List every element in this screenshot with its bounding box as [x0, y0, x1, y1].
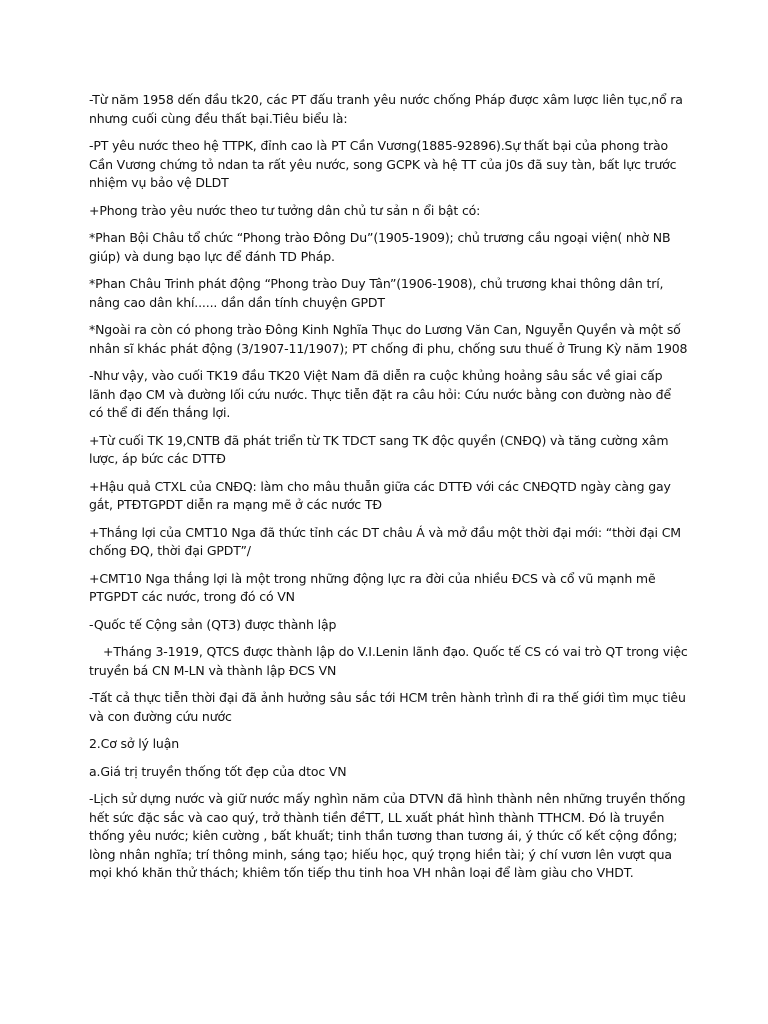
paragraph: +Thắng lợi của CMT10 Nga đã thức tỉnh các DT châu Á và mở đầu một thời đại mới: “thời đại CM chống ĐQ, thời đại GPDT”/	[89, 524, 681, 558]
paragraph: +Từ cuối TK 19,CNTB đã phát triển từ TK TDCT sang TK độc quyền (CNĐQ) và tăng cường xâm lược, áp bức các DTTĐ	[89, 432, 669, 466]
paragraph: *Phan Châu Trinh phát động “Phong trào Duy Tân”(1906-1908), chủ trương khai thông dân trí, nâng cao dân khí...... dần dần tính chuyện GPDT	[89, 276, 664, 310]
paragraph: +Hậu quả CTXL của CNĐQ: làm cho mâu thuẫn giữa các DTTĐ với các CNĐQTD ngày càng gay gắt, PTĐTGPDT diễn ra mạng mẽ ở các nước TĐ	[89, 478, 671, 512]
paragraph: -Từ năm 1958 dến đầu tk20, các PT đấu tranh yêu nước chống Pháp được xâm lược liên tục,nổ ra nhưng cuối cùng đều thất bại.Tiêu biểu là:	[89, 92, 683, 126]
paragraph: -Quốc tế Cộng sản (QT3) được thành lập	[89, 616, 337, 632]
paragraph: *Ngoài ra còn có phong trào Đông Kinh Nghĩa Thục do Lương Văn Can, Nguyễn Quyền và một số nhân sĩ khác phát động (3/1907-11/1907); PT chống đi phu, chống sưu thuế ở Trung Kỳ năm 1908	[89, 322, 688, 356]
paragraph: +Tháng 3-1919, QTCS được thành lập do V.I.Lenin lãnh đạo. Quốc tế CS có vai trò QT trong việc truyền bá CN M-LN và thành lập ĐCS VN	[89, 644, 688, 678]
paragraph: -Tất cả thực tiễn thời đại đã ảnh hưởng sâu sắc tới HCM trên hành trình đi ra thế giới tìm mục tiêu và con đường cứu nước	[89, 690, 686, 724]
paragraph: -Như vậy, vào cuối TK19 đầu TK20 Việt Nam đã diễn ra cuộc khủng hoảng sâu sắc về giai cấp lãnh đạo CM và đường lối cứu nước. Thực tiễn đặt ra câu hỏi: Cứu nước bằng con đường nào để có thể đi đến thắng lợi.	[89, 368, 672, 420]
paragraph: -Lịch sử dựng nước và giữ nước mấy nghìn năm của DTVN đã hình thành nên những truyền thống hết sức đặc sắc và cao quý, trở thành tiền đềTT, LL xuất phát hình thành TTHCM. Đó là truyền thống yêu nước; kiên cường , bất khuất; tinh thần tương than tương ái, ý thức cố kết cộng đồng; lòng nhân nghĩa; trí thông minh, sáng tạo; hiếu học, quý trọng hiền tài; ý chí vươn lên vượt qua mọi khó khăn thử thách; khiêm tốn tiếp thu tinh hoa VH nhân loại để làm giàu cho VHDT.	[89, 791, 686, 880]
paragraph: +Phong trào yêu nước theo tư tưởng dân chủ tư sản n ổi bật có:	[89, 202, 481, 218]
section-heading: 2.Cơ sở lý luận	[89, 736, 179, 751]
subsection-heading: a.Giá trị truyền thống tốt đẹp của dtoc VN	[89, 763, 347, 779]
paragraph: +CMT10 Nga thắng lợi là một trong những động lực ra đời của nhiều ĐCS và cổ vũ mạnh mẽ PTGPDT các nước, trong đó có VN	[89, 570, 656, 604]
paragraph: -PT yêu nước theo hệ TTPK, đỉnh cao là PT Cần Vương(1885-92896).Sự thất bại của phong trào Cần Vương chứng tỏ ndan ta rất yêu nước, song GCPK và hệ TT của j0s đã suy tàn, bất lực trước nhiệm vụ bảo vệ DLDT	[89, 138, 677, 190]
document-body	[89, 91, 689, 892]
paragraph: *Phan Bội Châu tổ chức “Phong trào Đông Du”(1905-1909); chủ trương cầu ngoại viện( nhờ NB giúp) và dung bạo lực để đánh TD Pháp.	[89, 230, 671, 264]
